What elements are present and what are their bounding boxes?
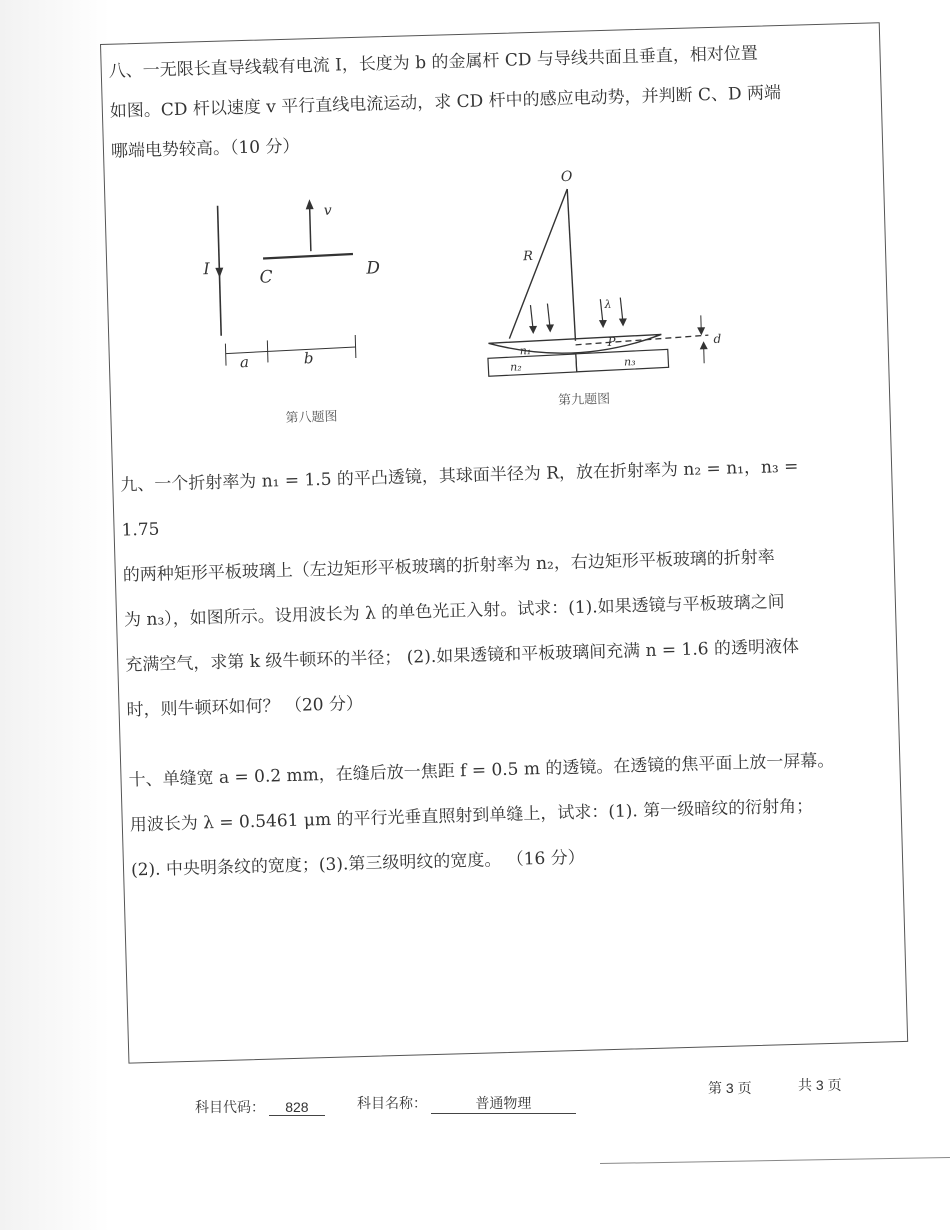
label-b: b bbox=[303, 349, 314, 368]
liquid-gap-line bbox=[575, 335, 708, 345]
velocity-arrowhead bbox=[305, 199, 313, 209]
subject-name-label: 科目名称： bbox=[357, 1095, 427, 1111]
question-10-line-2: 用波长为 λ = 0.5461 μm 的平行光垂直照射到单缝上，试求：(1). 第一级暗纹的衍射角； bbox=[129, 796, 814, 836]
scan-shadow bbox=[0, 0, 110, 1230]
velocity-arrow bbox=[310, 205, 311, 251]
radius-line bbox=[505, 189, 571, 339]
question-8-line-3: 哪端电势较高。（10 分） bbox=[110, 136, 300, 162]
label-n1: n₁ bbox=[519, 344, 532, 358]
question-8 bbox=[108, 32, 831, 172]
axis-line bbox=[567, 189, 575, 341]
label-lambda: λ bbox=[604, 297, 612, 312]
label-c: C bbox=[259, 267, 273, 288]
label-p: P bbox=[607, 334, 616, 349]
subject-code-value: 828 bbox=[269, 1099, 325, 1116]
label-o: O bbox=[560, 168, 573, 186]
ray-arrowhead-2 bbox=[546, 324, 554, 332]
gap-arrowhead-top bbox=[697, 327, 705, 335]
figure-8 bbox=[199, 191, 404, 387]
ray-arrowhead-1 bbox=[529, 326, 537, 334]
rod-cd bbox=[263, 254, 353, 259]
figure-9-caption: 第九题图 bbox=[557, 391, 611, 409]
question-8-line-2: 如图。CD 杆以速度 v 平行直线电流运动，求 CD 杆中的感应电动势，并判断 C、D 两端 bbox=[109, 83, 782, 122]
figure-8-caption: 第八题图 bbox=[285, 409, 338, 426]
question-9-line-5: 时，则牛顿环如何？ （20 分） bbox=[126, 693, 364, 721]
question-9-line-4: 充满空气，求第 k 级牛顿环的半径； (2).如果透镜和平板玻璃间充满 n = 1.6 的透明液体 bbox=[125, 636, 800, 676]
question-10-line-1: 十、单缝宽 a = 0.2 mm，在缝后放一焦距 f = 0.5 m 的透镜。在透镜的焦平面上放一屏幕。 bbox=[128, 750, 835, 791]
label-n3: n₃ bbox=[623, 355, 636, 369]
question-9 bbox=[120, 444, 847, 734]
question-10 bbox=[128, 738, 851, 893]
gap-arrowhead-bottom bbox=[700, 341, 708, 349]
right-glass-plate bbox=[576, 349, 669, 371]
subject-code-label: 科目代码： bbox=[195, 1099, 265, 1115]
label-n2: n₂ bbox=[510, 360, 522, 374]
page-total: 共 3 页 bbox=[798, 1077, 842, 1093]
current-arrow bbox=[215, 268, 223, 278]
left-glass-plate bbox=[488, 354, 577, 376]
question-10-line-3: (2). 中央明条纹的宽度；(3).第三级明纹的宽度。 （16 分） bbox=[130, 847, 586, 881]
subject-code bbox=[195, 1097, 325, 1117]
subject-name bbox=[357, 1093, 576, 1114]
label-a: a bbox=[239, 352, 250, 372]
label-current: I bbox=[203, 259, 210, 279]
label-velocity: v bbox=[323, 202, 332, 219]
dim-tick-right bbox=[355, 335, 356, 358]
question-9-line-2: 的两种矩形平板玻璃上（左边矩形平板玻璃的折射率为 n₂，右边矩形平板玻璃的折射率 bbox=[122, 547, 776, 586]
ray-arrowhead-4 bbox=[619, 318, 627, 326]
figure-9 bbox=[479, 164, 755, 396]
scan-edge-line bbox=[600, 1157, 950, 1164]
label-d: D bbox=[366, 258, 381, 279]
question-9-line-1: 九、一个折射率为 n₁ = 1.5 的平凸透镜，其球面半径为 R，放在折射率为 n₂ = n₁，n₃ = 1.75 bbox=[120, 456, 799, 541]
exam-page bbox=[100, 22, 908, 1063]
page-number: 第 3 页 bbox=[708, 1080, 752, 1096]
ray-arrowhead-3 bbox=[599, 320, 607, 328]
dim-tick-left bbox=[225, 344, 226, 366]
label-d-gap: d bbox=[713, 331, 722, 346]
label-r: R bbox=[522, 248, 534, 265]
subject-name-value: 普通物理 bbox=[431, 1093, 576, 1114]
question-8-line-1: 八、一无限长直导线载有电流 I，长度为 b 的金属杆 CD 与导线共面且垂直，相对位置 bbox=[108, 43, 759, 82]
question-9-line-3: 为 n₃），如图所示。设用波长为 λ 的单色光正入射。试求：(1).如果透镜与平板玻璃之间 bbox=[123, 592, 785, 631]
